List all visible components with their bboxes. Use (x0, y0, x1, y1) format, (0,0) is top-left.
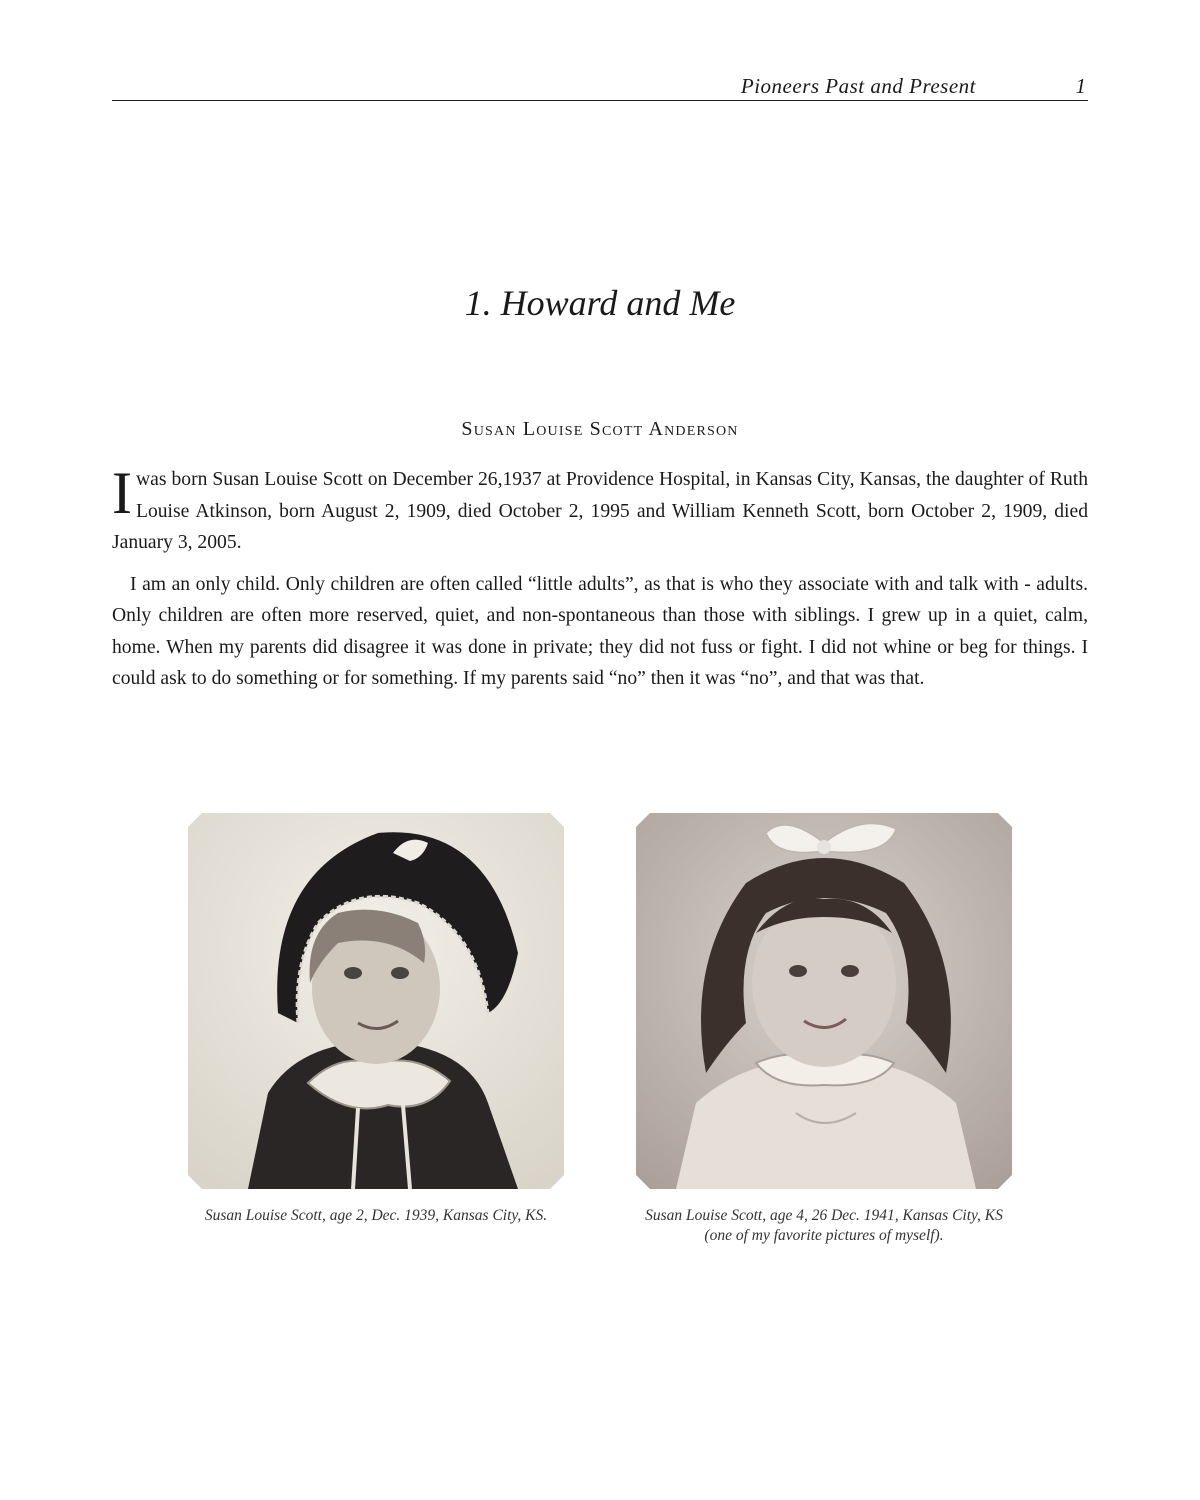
running-title: Pioneers Past and Present (740, 74, 976, 98)
running-header (112, 70, 1088, 101)
paragraph-1-text: was born Susan Louise Scott on December 26,1937 at Providence Hospital, in Kansas City, Kansas, the daughter of Ruth Louise Atkinson, born August 2, 1909, died October 2, 1995 and William Kenneth Scott, born October 2, 1909, died January 3, 2005. (112, 469, 1088, 553)
photo-girl-with-bonnet (188, 813, 564, 1189)
paragraph-1 (112, 460, 1088, 559)
author-byline: Susan Louise Scott Anderson (461, 418, 739, 440)
figure-right-caption: Susan Louise Scott, age 4, 26 Dec. 1941, Kansas City, KS (one of my favorite pictures of myself). (645, 1207, 1003, 1244)
figure-right (636, 813, 1012, 1246)
body-text (112, 460, 1088, 705)
chapter-title: 1. Howard and Me (464, 283, 736, 323)
drop-cap: I (112, 460, 132, 526)
figure-left (188, 813, 564, 1226)
figure-left-caption: Susan Louise Scott, age 2, Dec. 1939, Kansas City, KS. (204, 1207, 548, 1224)
paragraph-2: I am an only child. Only children are often called “little adults”, as that is who they associate with and talk with - adults. Only children are often more reserved, quiet, and non-spontaneous than those with siblings. I grew up in a quiet, calm, home. When my parents did disagree it was done in private; they did not fuss or fight. I did not whine or beg for things. I could ask to do something or for something. If my parents said “no” then it was “no”, and that was that. (112, 573, 1088, 689)
page-number: 1 (1075, 74, 1086, 98)
photo-girl-with-bow (636, 813, 1012, 1189)
